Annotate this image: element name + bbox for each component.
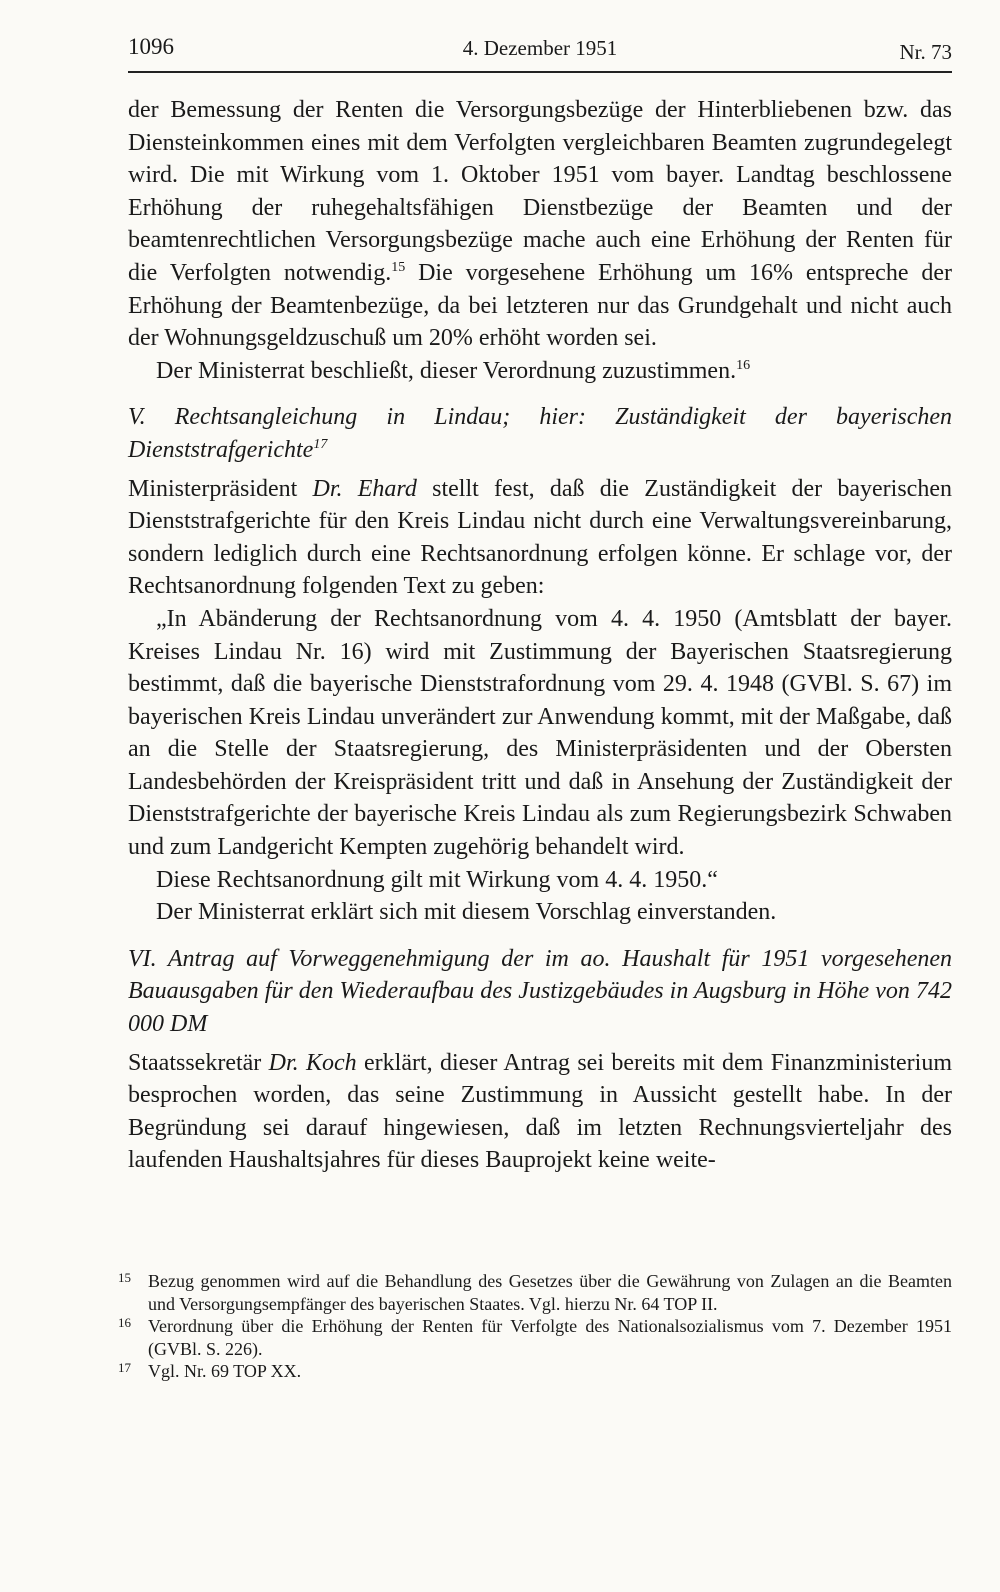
paragraph: Staatssekretär Dr. Koch erklärt, dieser Antrag sei bereits mit dem Finanzministerium besprochen worden, das seine Zustimmung in Aussicht gestellt habe. In der Begründung sei darauf hingewiesen, daß im letzten Rechnungsvierteljahr des laufenden Haushaltsjahres für dieses Bauprojekt keine weite- bbox=[128, 1049, 953, 1174]
quoted-text: „In Abänderung der Rechtsanordnung vom 4. 4. 1950 (Amtsblatt der bayer. Kreises Lindau Nr. 16) wird mit Zustimmung der Bayerischen Staatsregierung bestimmt, daß die bayerische Dienststrafordnung vom 29. 4. 1948 (GVBl. S. 67) im bayerischen Kreis Lindau unverändert zur Anwendung kommt, mit der Maßgabe, daß an die Stelle der Staatsregierung, des Ministerpräsidenten und der Obersten Landesbehörden der Kreispräsident tritt und daß in Ansehung der Zuständigkeit der Dienststrafgerichte der bayerische Kreis Lindau als zum Regierungsbezirk Schwaben und zum Landgericht Kempten zugehörig behandelt wird. bbox=[128, 605, 952, 861]
footnote-number: 16 bbox=[118, 1315, 131, 1330]
footnote: 15 Bezug genommen wird auf die Behandlung des Gesetzes über die Gewährung von Zulagen an die Beamten und Versorgungsempfänger des bayerischen Staates. Vgl. hierzu Nr. 64 TOP II. bbox=[118, 1270, 952, 1315]
paragraph: Der Ministerrat erklärt sich mit diesem Vorschlag einverstanden. bbox=[156, 899, 777, 926]
footnote-ref[interactable]: 15 bbox=[391, 259, 406, 275]
footnote: 17 Vgl. Nr. 69 TOP XX. bbox=[118, 1360, 952, 1383]
footnote-ref[interactable]: 16 bbox=[736, 357, 751, 373]
page-number: 1096 bbox=[128, 34, 174, 59]
header-rule bbox=[128, 71, 952, 73]
footnote-ref[interactable]: 17 bbox=[313, 436, 328, 452]
footnotes bbox=[118, 1270, 952, 1383]
person-name: Dr. Ehard bbox=[312, 475, 417, 502]
running-header bbox=[128, 34, 952, 68]
header-date: 4. Dezember 1951 bbox=[462, 36, 618, 60]
paragraph: Der Ministerrat beschließt, dieser Verordnung zuzustimmen.$^{16}$ bbox=[156, 357, 751, 384]
section-heading-vi: VI. Antrag auf Vorweggenehmigung der im ao. Haushalt für 1951 vorgesehenen Bauausgaben für den Wiederaufbau des Justizgebäudes in Augsburg in Höhe von 742 000 DM bbox=[128, 945, 952, 1038]
footnote-number: 15 bbox=[118, 1270, 131, 1285]
person-name: Dr. Koch bbox=[268, 1049, 357, 1076]
footnote: 16 Verordnung über die Erhöhung der Renten für Verfolgte des Nationalsozialismus vom 7. Dezember 1951 (GVBl. S. 226). bbox=[118, 1315, 952, 1360]
section-heading-v: V. Rechtsangleichung in Lindau; hier: Zuständigkeit der bayerischen Dienststrafgerichte$^{17}$ bbox=[128, 404, 952, 463]
main-text bbox=[128, 94, 952, 1177]
paragraph: Diese Rechtsanordnung gilt mit Wirkung vom 4. 4. 1950.“ bbox=[156, 866, 718, 893]
footnote-number: 17 bbox=[118, 1360, 131, 1375]
header-issue-number: Nr. 73 bbox=[899, 40, 952, 64]
paragraph: der Bemessung der Renten die Versorgungsbezüge der Hinterbliebenen bzw. das Diensteinkommen eines mit dem Verfolgten vergleichbaren Beamten zugrundegelegt wird. Die mit Wirkung vom 1. Oktober 1951 vom bayer. Landtag beschlossene Erhöhung der ruhegehaltsfähigen Dienstbezüge der Beamten und der beamtenrechtlichen Versorgungsbezüge mache auch eine Erhöhung der Renten für die Verfolgten notwendig.$^{15}$ Die vorgesehene Erhöhung um 16% entspreche der Erhöhung der Beamtenbezüge, da bei letzteren nur das Grundgehalt und nicht auch der Wohnungsgeldzuschuß um 20% erhöht worden sei. bbox=[128, 97, 952, 352]
paragraph: Ministerpräsident Dr. Ehard stellt fest, daß die Zuständigkeit der bayerischen Dienststrafgerichte für den Kreis Lindau nicht durch eine Verwaltungsvereinbarung, sondern lediglich durch eine Rechtsanordnung erfolgen könne. Er schlage vor, der Rechtsanordnung folgenden Text zu geben: bbox=[128, 475, 952, 600]
